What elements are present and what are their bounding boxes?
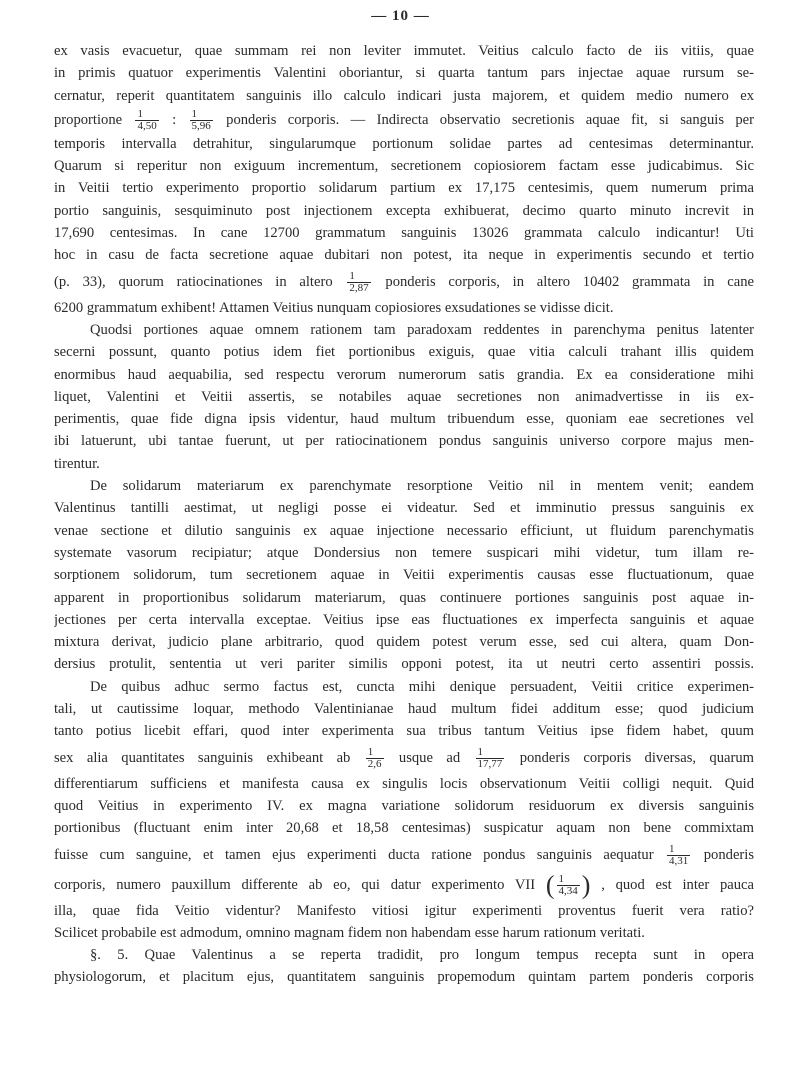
text-line: hoc in casu de facta secretione aquae dubitari non potest, ita neque in experimentis secundo et tertio xyxy=(54,247,754,264)
fraction: $\frac{1}{4,50}$ xyxy=(137,108,157,133)
text-line: Quarum si reperitur non exiguum incrementum, secretionem copiosiorem factam esse judicabimus. Sic xyxy=(54,158,754,175)
text-line: cernatur, reperit quantitatem sanguinis illo calculo indicari justa majorem, et quidem medio numero ex xyxy=(54,87,754,104)
text-line: apparent in proportionibus solidarum materiarum, quas continuere portiones sanguinis post aquae in- xyxy=(54,589,754,606)
text-line: De solidarum materiarum ex parenchymate resorptione Veitio nil in mentem venit; eandem xyxy=(90,478,754,495)
text-line: 6200 grammatum exhibent! Attamen Veitius nunquam copiosiores exsudationes se vidisse dicit. xyxy=(54,299,614,316)
text-line: dersius protulit, sententia ut veri pariter similis opponi potest, ita ut neutri certo assentiri possis. xyxy=(54,656,754,673)
text-line: tirentur. xyxy=(54,455,100,472)
fraction: $\frac{1}{4,31}$ xyxy=(669,842,689,867)
fraction: $\frac{1}{2,6}$ xyxy=(367,745,382,770)
text-line: temporis intervalla detrahitur, singularumque portionum solidae partes ad centesimas determinantur. xyxy=(54,135,754,152)
text-line: Quodsi portiones aquae omnem rationem tam paradoxam reddentes in parenchyma penitus latenter xyxy=(90,321,754,338)
text-line: mixtura derivat, judicio plane arbitrario, quod quidem potest verum esse, sed cui altera, quam Don- xyxy=(54,634,754,651)
text-line: Scilicet probabile est admodum, omnino magnam fidem non habendam esse harum rationum veritati. xyxy=(54,924,645,941)
fraction: $\frac{1}{2,87}$ xyxy=(349,269,369,294)
text-line-with-fractions: proportione $\frac{1}{4,50}$ : $\frac{1}{5,96}$ ponderis corporis. — Indirecta observatio secretionis aquae fit, si sanguis per xyxy=(54,108,754,133)
paragraph-body-1 xyxy=(54,40,754,989)
fraction: $\frac{1}{4,34}$ xyxy=(558,872,578,897)
text-line-with-fraction: fuisse cum sanguine, et tamen ejus experimenti ducta ratione pondus sanguinis aequatur $\frac{1}{4,31}$ ponderis xyxy=(54,842,754,867)
text-line: De quibus adhuc sermo factus est, cuncta mihi denique persuadent, Veitii critice experimen- xyxy=(90,678,754,695)
text-line-with-fraction: (p. 33), quorum ratiocinationes in altero $\frac{1}{2,87}$ ponderis corporis, in altero 10402 grammata in cane xyxy=(54,269,754,294)
fraction: $\frac{1}{17,77}$ xyxy=(477,745,503,770)
text-line: physiologorum, et placitum ejus, quantitatem sanguinis propemodum quintam partem ponderis corporis xyxy=(54,969,754,986)
text-line: 17,690 centesimas. In cane 12700 grammatum sanguinis 13026 grammata calculo indicantur! Uti xyxy=(54,225,754,242)
text-line: ibi latuerunt, ubi tantae fuerunt, ut per ratiocinationem pondus sanguinis universo corpore majus men- xyxy=(54,433,754,450)
text-line: jectiones per certa intervalla exceptae. Veitius ipse eas fluctuationes ex imperfecta sanguinis et aquae xyxy=(54,611,754,628)
text-line: tali, ut cautissime loquar, methodo Valentinianae haud multum fidei additum esse; quod judicium xyxy=(54,701,754,718)
text-line: secerni possunt, quanto potius idem fiet portionibus exiguis, quae vitia calculi trahant illis quidem xyxy=(54,344,754,361)
section-heading-line: §. 5. Quae Valentinus a se reperta tradidit, pro longum tempus recepta sunt in opera xyxy=(90,947,754,964)
text-line: liquet, Valentini et Veitii assertis, se notabiles aquae secretiones non animadvertisse in iis ex- xyxy=(54,388,754,405)
page-number: — 10 — xyxy=(371,8,430,24)
fraction: $\frac{1}{5,96}$ xyxy=(191,108,211,133)
text-line: tanto potius licebit effari, quod inter experimenta sua tribus tantum Veitius ipse fidem habet, quum xyxy=(54,723,754,740)
text-line: perimentis, quae fide digna ipsis videntur, haud multum tribuendum esse, quoniam eae secretiones vel xyxy=(54,411,754,428)
text-line-with-fractions: sex alia quantitates sanguinis exhibeant ab $\frac{1}{2,6}$ usque ad $\frac{1}{17,77}$ ponderis corporis diversas, quarum xyxy=(54,745,754,770)
text-line: in primis quatuor experimentis Valentini oboriantur, si quarta tantum pars injectae aquae rursum se- xyxy=(54,65,754,82)
text-line: in Veitii tertio experimento proportio solidarum partium ex 17,175 centesimis, quem numerum prima xyxy=(54,180,754,197)
text-line: systemate vasorum recipiatur; atque Dondersius non temere suspicari mihi videtur, tum illam re- xyxy=(54,544,754,561)
text-line: differentiarum sufficiens et manifesta causa ex singulis locis observationum Veitii colligi nequit. Quid xyxy=(54,775,754,792)
text-line-with-fraction: corporis, numero pauxillum differente ab eo, qui datur experimento VII ( $\frac{1}{4,34}$ ) , quod est inter pauca xyxy=(54,870,754,900)
text-line: Valentinus tantilli aestimat, ut negligi posse ei videatur. Sed et imminutio pressus sanguinis ex xyxy=(54,500,754,517)
text-line: portionibus (fluctuant enim inter 20,68 et 18,58 centesimas) suspicatur aquam non bene commixtam xyxy=(54,820,754,837)
text-line: venae sectione et dilutio sanguinis ex aquae injectione necessario efficiunt, ut fluidum parenchymatis xyxy=(54,522,754,539)
text-line: illa, quae fida Veitio videntur? Manifesto vitiosi igitur experimenti proventus fuerit vera ratio? xyxy=(54,902,754,919)
text-line: quod Veitius in experimento IV. ex magna variatione solidorum residuorum ex diversis sanguinis xyxy=(54,797,754,814)
text-line: ex vasis evacuetur, quae summam rei non leviter immutet. Veitius calculo facto de iis vitiis, quae xyxy=(54,43,754,59)
text-line: portio sanguinis, sesquiminuto post injectionem excepta exhibuerat, decimo quarto minuto increvit in xyxy=(54,202,754,219)
text-line: sorptionem solidorum, tum secretionem aquae in Veitii experimentis causas esse fluctuationum, quae xyxy=(54,567,754,584)
text-line: enormibus haud aequabilia, sed respectu verorum numerorum satis grandia. Ex ea consideratione mihi xyxy=(54,366,754,383)
